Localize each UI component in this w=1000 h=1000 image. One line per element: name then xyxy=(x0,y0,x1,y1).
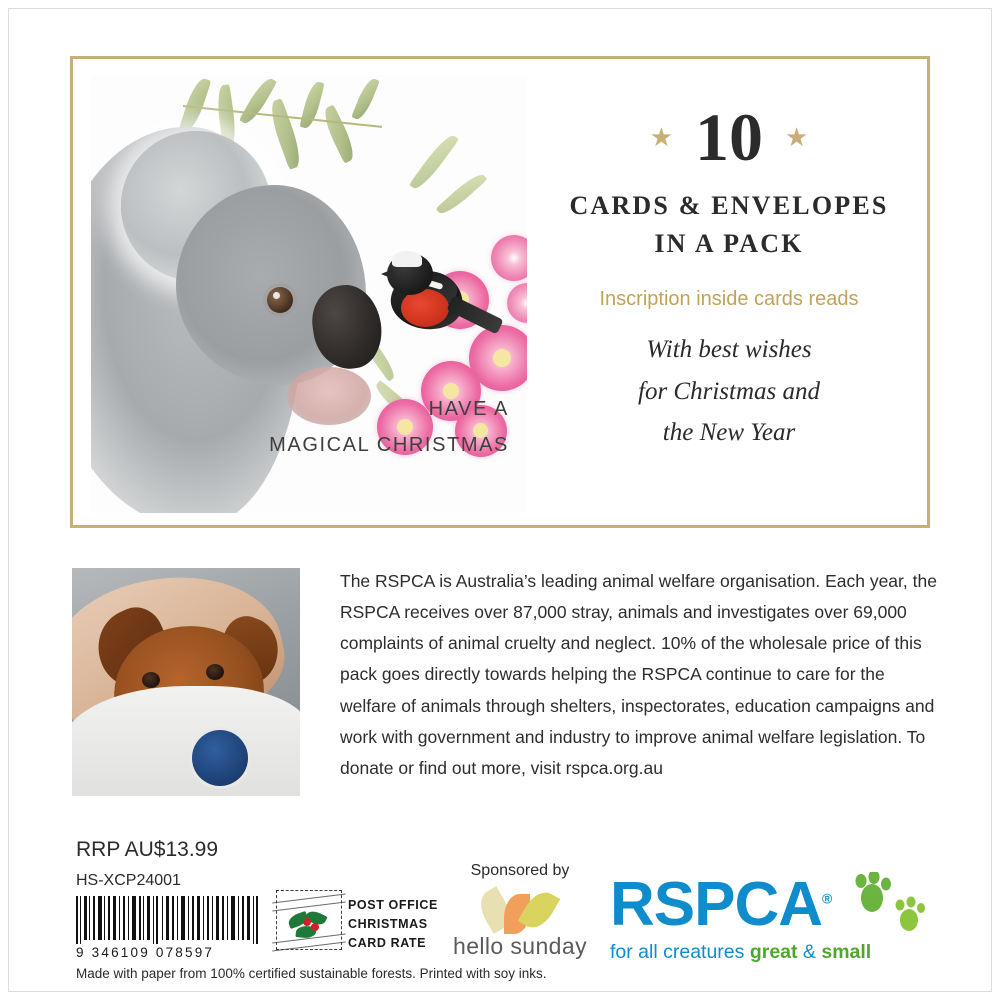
puppy-eye-left xyxy=(142,672,160,688)
card-greeting-line-2: MAGICAL CHRISTMAS xyxy=(269,434,509,456)
inscription-line-3: the New Year xyxy=(662,418,796,446)
inscription-label: Inscription inside cards reads xyxy=(599,288,859,311)
star-icon: ★ xyxy=(649,122,673,152)
post-rate-line-3: CARD RATE xyxy=(348,935,427,950)
inscription-line-2: for Christmas and xyxy=(638,377,820,405)
tagline-great: great xyxy=(749,940,798,963)
pack-details xyxy=(543,99,915,453)
charity-blurb: The RSPCA is Australia’s leading animal welfare organisation. Each year, the RSPCA receives over 87,000 stray, animals and investigates over 69,000 complaints of animal cruelty and neglect. 10% of the wholesale price of this pack goes directly towards helping the RSPCA continue to care for the welfare of animals through shelters, inspectorates, education campaigns and work with government and industry to improve animal welfare legislation. To donate or find out more, visit rspca.org.au xyxy=(340,571,937,778)
rspca-tagline xyxy=(610,941,930,964)
post-rate-line-2: CHRISTMAS xyxy=(348,916,428,931)
pack-label xyxy=(543,187,915,262)
puppy-photo xyxy=(72,568,300,796)
sponsored-by-label: Sponsored by xyxy=(470,862,570,879)
gum-blossom-icon xyxy=(507,283,527,323)
post-office-stamp-icon xyxy=(276,890,344,952)
pack-count-row xyxy=(543,99,915,175)
inscription-line-1: With best wishes xyxy=(646,336,812,364)
sponsor-name: hello sunday xyxy=(453,933,587,959)
eucalyptus-leaf-icon xyxy=(436,170,488,218)
gum-blossom-icon xyxy=(491,235,527,281)
robin-beak xyxy=(381,269,393,279)
handler-shirt xyxy=(72,686,300,796)
sku-code: HS-XCP24001 xyxy=(76,872,181,889)
eucalyptus-leaf-icon xyxy=(266,98,306,170)
rspca-name: RSPCA xyxy=(610,870,823,939)
card-greeting xyxy=(91,391,509,463)
pack-label-line-1: CARDS & ENVELOPES xyxy=(569,191,889,220)
registered-mark: ® xyxy=(822,890,832,907)
barcode xyxy=(76,896,266,960)
eucalyptus-leaf-icon xyxy=(409,131,459,193)
uniform-badge xyxy=(192,730,248,786)
eucalyptus-leaf-icon xyxy=(299,80,324,130)
paw-prints-icon xyxy=(852,872,930,936)
rrp-price: RRP AU$13.99 xyxy=(76,838,219,861)
holly-berry-icon xyxy=(303,918,311,926)
hello-sunday-logo xyxy=(430,890,610,962)
robin-cap xyxy=(392,251,422,267)
koala-eye xyxy=(267,287,293,313)
star-icon: ★ xyxy=(785,122,809,152)
eucalyptus-leaf-icon xyxy=(351,76,380,122)
barcode-icon xyxy=(76,896,262,944)
eucalyptus-leaf-icon xyxy=(239,75,277,127)
sponsor-block xyxy=(430,862,610,962)
post-rate-line-1: POST OFFICE xyxy=(348,898,438,912)
pack-label-line-2: IN A PACK xyxy=(654,228,804,258)
inscription-text xyxy=(543,329,915,453)
gum-blossom-core xyxy=(493,349,511,367)
post-rate-text xyxy=(348,896,438,952)
barcode-number: 9 346109 078597 xyxy=(76,945,215,960)
tagline-amp: & xyxy=(797,940,822,963)
tagline-small: small xyxy=(821,940,872,963)
puppy-eye-right xyxy=(206,664,224,680)
card-greeting-line-1: HAVE A xyxy=(428,398,509,420)
card-front-artwork xyxy=(91,75,527,513)
hero-panel xyxy=(70,56,930,528)
legal-footnote: Made with paper from 100% certified sustainable forests. Printed with soy inks. xyxy=(76,966,547,981)
pack-count: 10 xyxy=(695,99,763,175)
holly-berry-icon xyxy=(311,923,319,931)
tagline-pre: for all creatures xyxy=(610,940,750,963)
rspca-logo xyxy=(610,870,930,964)
